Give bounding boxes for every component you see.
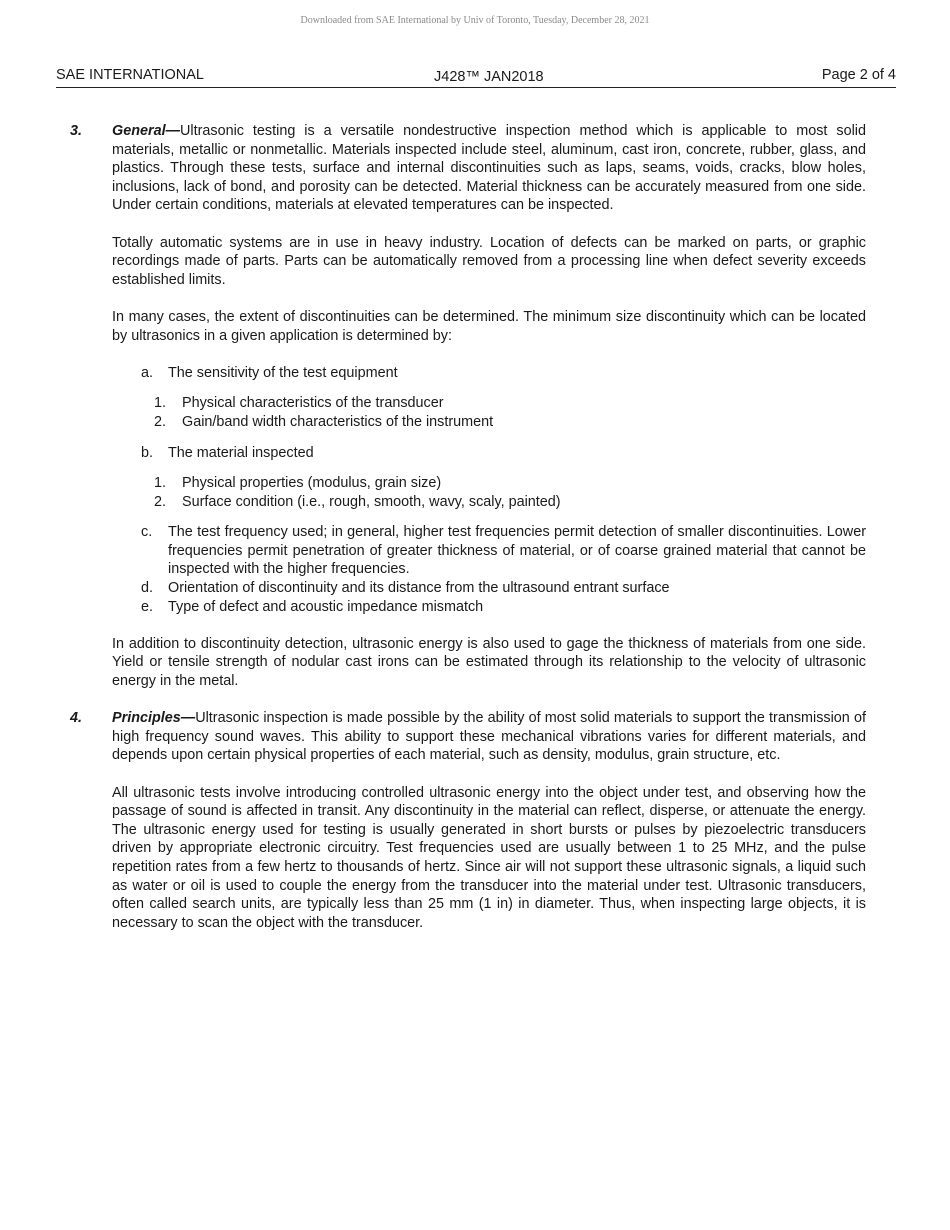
paragraph: All ultrasonic tests involve introducing controlled ultrasonic energy into the object under test, and observing how the passage of sound is affected in transit. Any discontinuity in the material can reflect, disperse, or attenuate the energy. The ultrasonic energy used for testing is usually generated in short bursts or pulses by piezoelectric transducers driven by appropriate electronic circuitry. Test frequencies used are usually between 1 to 25 MHz, and the pulse repetition rates from a few hertz to thousands of hertz. Since air will not support these ultrasonic signals, a liquid such as water or oil is used to couple the energy from the transducer into the material under test. Ultrasonic transducers, often called search units, are typically less than 25 mm (1 in) in diameter. Thus, when inspecting large objects, it is necessary to scan the object with the transducer. xyxy=(112,784,866,931)
sub-list-item xyxy=(112,413,866,432)
list-marker: b. xyxy=(141,444,154,461)
paragraph xyxy=(112,122,866,215)
section-general xyxy=(0,122,866,691)
list-item-text: Type of defect and acoustic impedance mismatch xyxy=(168,598,484,615)
list-item-text: Orientation of discontinuity and its distance from the ultrasound entrant surface xyxy=(168,580,670,597)
list-marker: 1. xyxy=(154,395,167,412)
list-item xyxy=(112,364,866,383)
section-principles xyxy=(0,709,866,932)
header-page-number: Page 2 of 4 xyxy=(821,67,896,83)
sub-list xyxy=(112,474,866,511)
section-title: Principles— xyxy=(112,710,196,727)
sub-list xyxy=(112,394,866,431)
determinants-list xyxy=(112,364,866,617)
paragraph: In addition to discontinuity detection, ultrasonic energy is also used to gage the thickness of materials from one side. Yield or tensile strength of nodular cast irons can be estimated through its relationship to the velocity of ultrasonic energy in the metal. xyxy=(112,635,866,690)
section-number: 3. xyxy=(70,123,83,139)
list-item-text: The test frequency used; in general, higher test frequencies permit detection of smaller discontinuities. Lower frequencies permit penetration of greater thickness of material, or of coarse grained material that cannot be inspected with the higher frequencies. xyxy=(168,524,866,578)
header-org: SAE INTERNATIONAL xyxy=(56,67,204,83)
list-item-text: Physical characteristics of the transducer xyxy=(182,395,444,412)
list-item xyxy=(112,579,866,598)
list-marker: 2. xyxy=(154,493,167,510)
list-marker: 2. xyxy=(154,413,167,430)
paragraph: In many cases, the extent of discontinuities can be determined. The minimum size discontinuity which can be located by ultrasonics in a given application is determined by: xyxy=(112,308,866,344)
list-marker: c. xyxy=(141,524,153,541)
document-body xyxy=(0,122,950,951)
list-item-text: The material inspected xyxy=(168,444,314,461)
page-header xyxy=(56,66,896,88)
sub-list-item xyxy=(112,474,866,493)
list-item-text: The sensitivity of the test equipment xyxy=(168,364,398,381)
sub-list-item xyxy=(112,493,866,512)
spacer xyxy=(112,616,866,635)
list-item-text: Physical properties (modulus, grain size) xyxy=(182,475,442,492)
list-item xyxy=(112,523,866,579)
download-watermark: Downloaded from SAE International by Univ of Toronto, Tuesday, December 28, 2021 xyxy=(300,15,650,26)
list-item-text: Gain/band width characteristics of the instrument xyxy=(182,413,494,430)
list-marker: d. xyxy=(141,580,154,597)
list-marker: e. xyxy=(141,598,154,615)
header-doc-id: J428™ JAN2018 xyxy=(434,69,544,85)
list-item xyxy=(112,598,866,617)
paragraph-text: Ultrasonic testing is a versatile nondestructive inspection method which is applicable to most solid materials, metallic or nonmetallic. Materials inspected include steel, aluminum, cast iron, concrete, rubber, glass, and plastics. Through these tests, surface and internal discontinuities such as laps, seams, voids, cracks, blow holes, inclusions, lack of bond, and porosity can be detected. Material thickness can be accurately measured from one side. Under certain conditions, materials at elevated temperatures can be inspected. xyxy=(112,123,866,214)
list-marker: 1. xyxy=(154,475,167,492)
paragraph xyxy=(112,709,866,765)
paragraph: Totally automatic systems are in use in heavy industry. Location of defects can be marked on parts, or graphic recordings made of parts. Parts can be automatically removed from a processing line when defect severity exceeds established limits. xyxy=(112,234,866,288)
section-title: General— xyxy=(112,123,180,139)
list-item-text: Surface condition (i.e., rough, smooth, wavy, scaly, painted) xyxy=(182,493,561,510)
list-marker: a. xyxy=(141,364,154,381)
sub-list-item xyxy=(112,394,866,413)
list-item xyxy=(112,444,866,463)
section-number: 4. xyxy=(70,710,83,727)
paragraph-text: Ultrasonic inspection is made possible by the ability of most solid materials to support the transmission of high frequency sound waves. This ability to support these mechanical vibrations varies for different materials, and depends upon certain physical properties of each material, such as density, modulus, grain structure, etc. xyxy=(112,710,866,764)
